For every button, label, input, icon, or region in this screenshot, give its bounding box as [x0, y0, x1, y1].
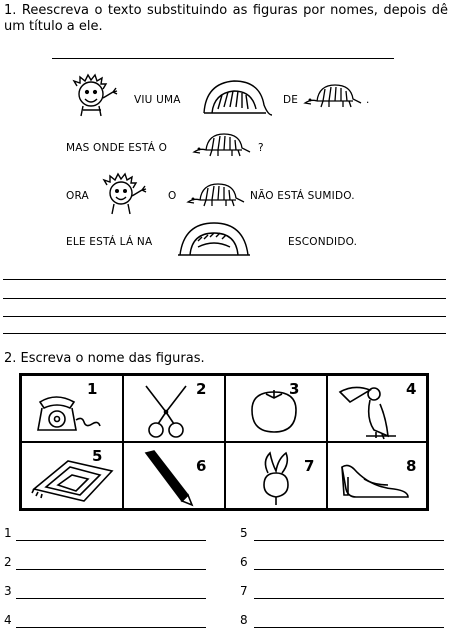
- story-line-3-part-2: O: [168, 190, 177, 202]
- answer-line[interactable]: [16, 598, 206, 599]
- waving-boy-icon: [99, 172, 157, 216]
- figure-number: 4: [406, 380, 417, 398]
- armadillo-icon: [303, 81, 363, 111]
- answer-line[interactable]: [254, 569, 444, 570]
- armadillo-icon: [192, 130, 252, 160]
- boy-icon: [69, 72, 129, 118]
- armadillo-icon: [186, 180, 246, 210]
- story-line-1-part-3: .: [366, 94, 370, 106]
- figure-cell: [327, 375, 427, 442]
- answer-line[interactable]: [16, 569, 206, 570]
- answer-number: 3: [4, 584, 12, 598]
- writing-line[interactable]: [3, 298, 446, 299]
- pen-icon: [140, 449, 196, 507]
- story-line-2-part-2: ?: [258, 142, 264, 154]
- figure-cell: [327, 442, 427, 509]
- figure-number: 7: [304, 457, 315, 475]
- answer-line[interactable]: [16, 540, 206, 541]
- armadillo-shell-icon: [200, 77, 274, 117]
- exercise-2-instruction: 2. Escreva o nome das figuras.: [4, 351, 205, 366]
- figure-cell: [123, 442, 225, 509]
- figure-number: 6: [196, 457, 207, 475]
- hole-icon: [176, 219, 252, 259]
- answer-number: 6: [240, 555, 248, 569]
- answer-number: 7: [240, 584, 248, 598]
- answer-number: 8: [240, 613, 248, 627]
- figure-cell: [225, 442, 327, 509]
- story-line-2-part-1: MAS ONDE ESTÁ O: [66, 142, 168, 154]
- figure-number: 5: [92, 447, 103, 465]
- rug-icon: [30, 455, 116, 503]
- title-answer-line[interactable]: [52, 58, 394, 59]
- story-line-4-part-2: ESCONDIDO.: [288, 236, 358, 248]
- story-line-3-part-3: NÃO ESTÁ SUMIDO.: [250, 190, 355, 202]
- answer-number: 1: [4, 526, 12, 540]
- writing-line[interactable]: [3, 316, 446, 317]
- figures-grid: [19, 373, 429, 511]
- figure-cell: [123, 375, 225, 442]
- shoe-icon: [334, 457, 417, 501]
- story-line-4-part-1: ELE ESTÁ LÁ NA: [66, 236, 153, 248]
- telephone-icon: [34, 390, 106, 436]
- exercise-1-instruction: 1. Reescreva o texto substituindo as figuras por nomes, depois dê um título a ele.: [4, 3, 448, 34]
- answer-line[interactable]: [254, 598, 444, 599]
- figure-number: 3: [289, 380, 300, 398]
- figure-cell: [21, 375, 123, 442]
- figure-number: 1: [87, 380, 98, 398]
- writing-line[interactable]: [3, 333, 446, 334]
- scissors-icon: [140, 382, 196, 440]
- story-line-1-part-2: DE: [283, 94, 299, 106]
- answer-number: 4: [4, 613, 12, 627]
- answer-line[interactable]: [254, 627, 444, 628]
- turnip-icon: [254, 449, 298, 507]
- story-line-3-part-1: ORA: [66, 190, 89, 202]
- answer-number: 2: [4, 555, 12, 569]
- toucan-icon: [336, 382, 408, 440]
- figure-number: 8: [406, 457, 417, 475]
- figure-cell: [225, 375, 327, 442]
- story-line-1-part-1: VIU UMA: [134, 94, 181, 106]
- figure-cell: [21, 442, 123, 509]
- tomato-icon: [246, 386, 302, 436]
- answer-number: 5: [240, 526, 248, 540]
- answer-line[interactable]: [16, 627, 206, 628]
- writing-line[interactable]: [3, 279, 446, 280]
- figure-number: 2: [196, 380, 207, 398]
- answer-line[interactable]: [254, 540, 444, 541]
